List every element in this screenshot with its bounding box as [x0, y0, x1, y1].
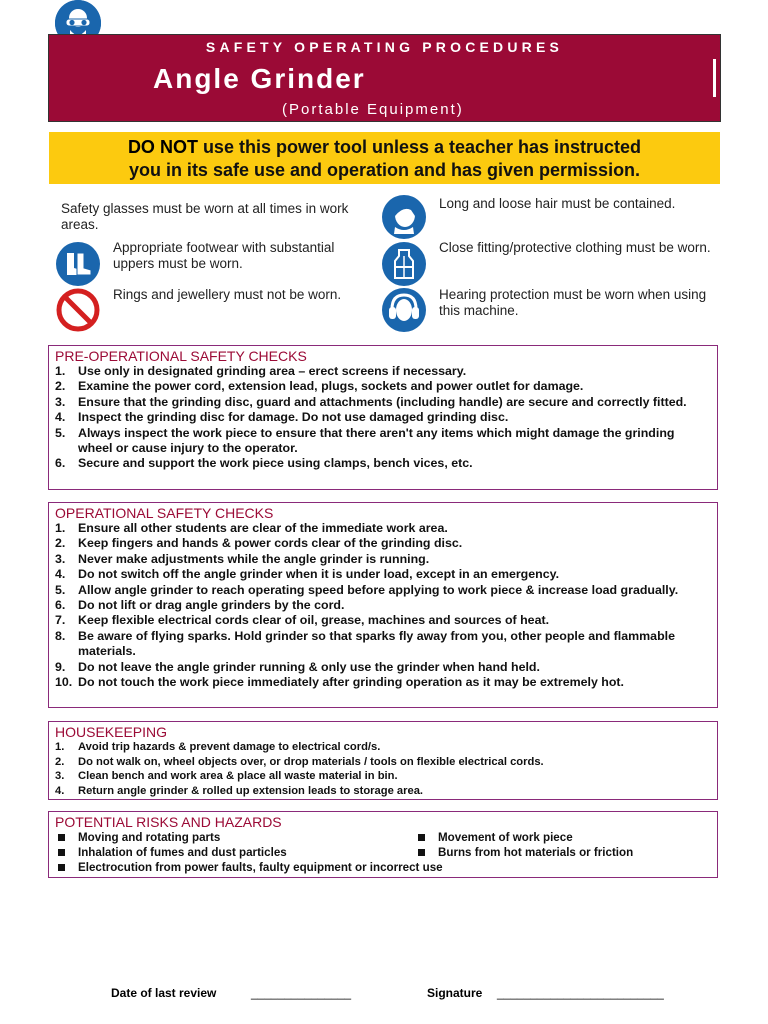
protective-clothing-icon — [381, 241, 427, 287]
no-jewellery-icon — [55, 287, 101, 333]
header-banner — [48, 34, 721, 122]
machine-title: Angle Grinder — [153, 63, 366, 94]
bullet-square-icon — [58, 849, 65, 856]
operational-title: OPERATIONAL SAFETY CHECKS — [55, 505, 274, 521]
warning-line-2: you in its safe use and operation and has given permission. — [128, 160, 641, 180]
list-item: 3. Never make adjustments while the angle grinder is running. — [55, 551, 430, 566]
ppe-rings-text: Rings and jewellery must not be worn. — [113, 287, 342, 302]
bullet-square-icon — [418, 834, 425, 841]
risk-item: Electrocution from power faults, faulty equipment or incorrect use — [55, 860, 711, 875]
list-item: 1. Use only in designated grinding area – erect screens if necessary. — [55, 364, 467, 378]
list-item: 1. Ensure all other students are clear of the immediate work area. — [55, 521, 448, 535]
list-item: 6. Do not lift or drag angle grinders by the cord. — [55, 598, 345, 613]
bullet-square-icon — [58, 864, 65, 871]
housekeeping-title: HOUSEKEEPING — [55, 724, 168, 740]
list-item: 3. Clean bench and work area & place all waste material in bin. — [55, 770, 398, 782]
list-item: 4. Return angle grinder & rolled up extension leads to storage area. — [55, 784, 424, 797]
list-item: 4. Do not switch off the angle grinder when it is under load, except in an emergency. — [55, 567, 560, 582]
list-item: 8. Be aware of flying sparks. Hold grinder so that sparks fly away from you, other people and flammable materials. — [55, 628, 675, 659]
ppe-footwear-text: Appropriate footwear with substantial uppers must be worn. — [113, 240, 335, 271]
list-item: 3. Ensure that the grinding disc, guard and attachments (including handle) are secure and correctly fitted. — [55, 394, 687, 409]
risks-title: POTENTIAL RISKS AND HAZARDS — [55, 814, 282, 830]
list-item: 5. Always inspect the work piece to ensure that there aren't any items which might damage the grinding wheel or cause injury to the operator. — [55, 425, 675, 456]
banner-accent-bar — [713, 59, 716, 97]
list-item: 9. Do not leave the angle grinder running & only use the grinder when hand held. — [55, 659, 540, 674]
signature-label: Signature — [427, 986, 483, 1000]
operational-section — [48, 502, 718, 708]
list-item: 6. Secure and support the work piece using clamps, bench vices, etc. — [55, 456, 473, 471]
list-item: 5. Allow angle grinder to reach operating speed before applying to work piece & increase load gradually. — [55, 582, 679, 597]
warning-line-1: use this power tool unless a teacher has instructed — [197, 137, 642, 157]
safety-boots-icon — [55, 241, 101, 287]
bullet-square-icon — [418, 849, 425, 856]
list-item: 4. Inspect the grinding disc for damage. Do not use damaged grinding disc. — [55, 410, 509, 425]
ppe-hearing-text: Hearing protection must be worn when using this machine. — [439, 287, 707, 318]
ppe-clothing-text: Close fitting/protective clothing must be worn. — [439, 240, 711, 255]
risk-item: Inhalation of fumes and dust particles — [55, 845, 415, 860]
review-date-field[interactable]: _______________ — [251, 986, 352, 1000]
housekeeping-section — [48, 721, 718, 800]
do-not-label: DO NOT — [127, 137, 198, 157]
risk-item: Moving and rotating parts — [55, 830, 415, 845]
list-item: 10. Do not touch the work piece immediately after grinding operation as it may be extremely hot. — [55, 675, 624, 690]
ppe-glasses-text: Safety glasses must be worn at all times in work areas. — [61, 201, 349, 232]
risks-section — [48, 811, 718, 878]
permission-warning — [49, 132, 720, 184]
signature-field[interactable]: _________________________ — [497, 986, 664, 1000]
ppe-hair-text: Long and loose hair must be contained. — [439, 196, 676, 211]
bullet-square-icon — [58, 834, 65, 841]
list-item: 2. Keep fingers and hands & power cords clear of the grinding disc. — [55, 536, 463, 551]
hair-contained-icon — [381, 194, 427, 240]
review-date-label: Date of last review — [111, 986, 217, 1000]
pre-operational-section — [48, 345, 718, 490]
list-item: 2. Do not walk on, wheel objects over, or drop materials / tools on flexible electrical cords. — [55, 755, 544, 768]
document-title: SAFETY OPERATING PROCEDURES — [205, 39, 564, 55]
hearing-protection-icon — [381, 287, 427, 333]
list-item: 7. Keep flexible electrical cords clear of oil, grease, machines and sources of heat. — [55, 613, 550, 628]
list-item: 1. Avoid trip hazards & prevent damage to electrical cord/s. — [55, 741, 381, 753]
risk-item: Movement of work piece — [415, 830, 711, 845]
list-item: 2. Examine the power cord, extension lead, plugs, sockets and power outlet for damage. — [55, 379, 584, 394]
pre-operational-title: PRE-OPERATIONAL SAFETY CHECKS — [55, 348, 307, 364]
machine-subtitle: (Portable Equipment) — [282, 101, 464, 118]
risk-item: Burns from hot materials or friction — [415, 845, 711, 860]
